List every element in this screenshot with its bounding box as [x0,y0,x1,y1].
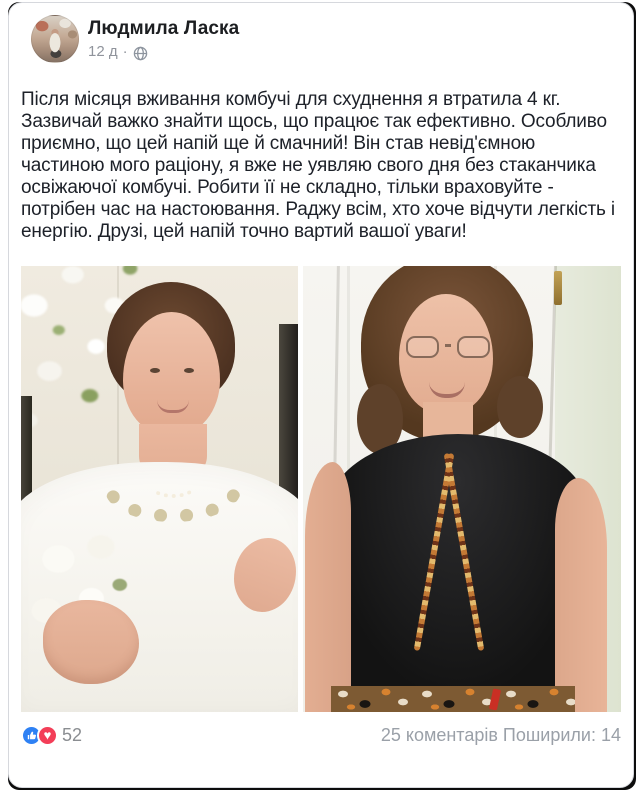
patterned-skirt [331,686,575,712]
author-avatar[interactable] [31,15,79,63]
glasses-lens [406,336,439,358]
meta-dot: · [122,43,128,60]
post-timestamp[interactable]: 12 д [88,43,118,60]
glasses-lens [457,336,490,358]
post-header [31,15,621,63]
eye [150,368,160,373]
glasses [406,336,490,360]
photo-after[interactable] [303,266,621,712]
comments-count[interactable]: 25 коментарів [380,725,498,745]
globe-privacy-icon [133,46,148,61]
shares-count[interactable]: Поширили: 14 [502,725,621,745]
eye [184,368,194,373]
photo-attachment [21,266,621,712]
comments-shares [381,725,621,746]
heart-icon: ♥ [43,727,52,743]
post-card [8,2,634,788]
post-text: Після місяця вживання комбучі для схуднення я втратила 4 кг. Зазвичай важко знайти щось, що працює так ефективно. Особливо приємно, що цей напій ще й смачний! Він став невід'ємною частиною мого раціону, я вже не уявляю свого дня без стаканчика освіжаючої комбучі. Робити її не складно, тільки враховуйте - потрібен час на настоювання. Раджу всім, хто хоче відчути легкість і енергію. Друзі, цей напій точно вартий вашої уваги! [21,89,615,242]
arm [555,478,607,712]
arm [305,462,351,712]
reactions-summary[interactable] [21,725,82,746]
love-reaction-icon[interactable] [37,725,58,746]
pearl-necklace [148,470,198,498]
reaction-count[interactable]: 52 [62,725,83,745]
author-name[interactable]: Людмила Ласка [88,18,240,39]
hand [43,600,139,684]
door-hinge [554,271,562,305]
black-shirt [327,434,589,696]
author-block [88,17,239,61]
glasses-bridge [445,344,451,347]
hair-curl [497,376,543,438]
post-footer [9,712,633,746]
photo-before[interactable] [21,266,298,712]
post-meta [88,43,239,61]
woman-face [123,312,220,436]
